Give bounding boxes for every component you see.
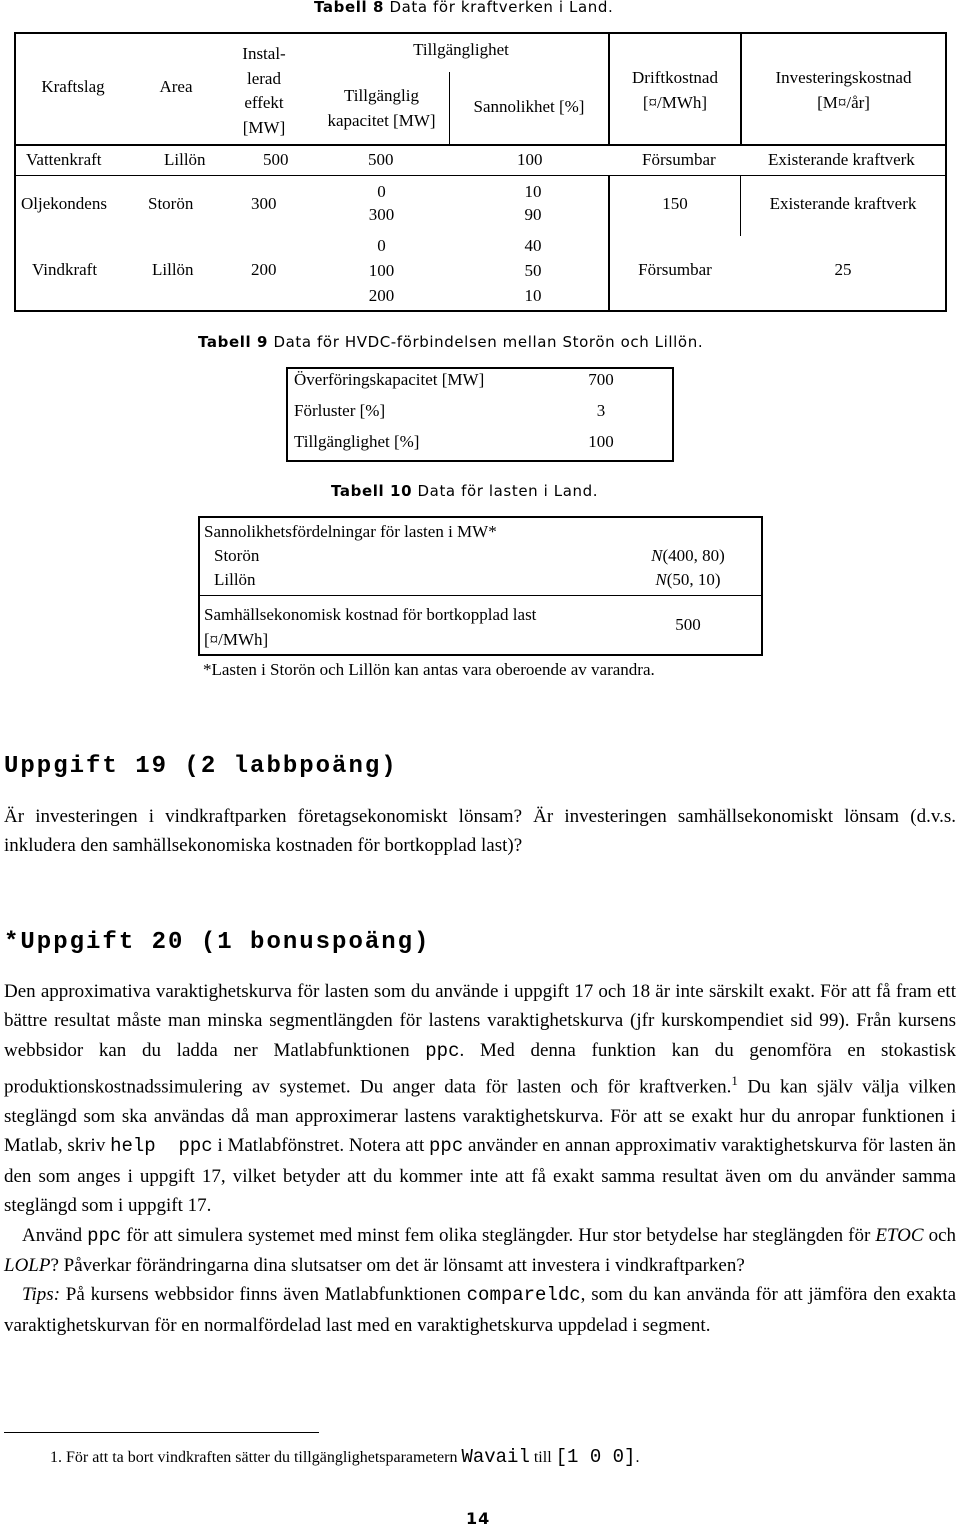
- table10-caption: Tabell 10 Data för lasten i Land.: [331, 482, 599, 500]
- table9-row: Överföringskapacitet [MW] 700: [294, 370, 614, 389]
- table8-row-oljekondens: Oljekondens Storön 300 0 300 10 90 150 Existerande kraftverk: [21, 182, 917, 224]
- header-investeringskostnad: Investeringskostnad [M¤/år]: [775, 68, 912, 112]
- table10-label-lillon: Lillön: [214, 570, 256, 589]
- table10-value-lillon: N(50, 10): [655, 570, 721, 589]
- table9-row: Tillgänglighet [%] 100: [294, 432, 614, 451]
- uppgift20-paragraph: Den approximativa varaktighetskurva för lasten som du använde i uppgift 17 och 18 är inte särskilt exakt. För att få fram ett bättre resultat måste man minska segmentlängden för lastens varaktighetskurva (jfr kurskompendiet sid 99). Från kursens webbsidor kan du ladda ner Matlabfunktionen ppc. Med denna funktion kan du genomföra en stokastisk produktionskostnadssimulering av systemet. Du anger data för lasten och för kraftverken.$^1$ Du kan själv välja vilken steglängd som ska användas då man approximerar lastens varaktighetskurva. För att se exakt hur du anropar funktionen i Matlab, skriv help ppc i Matlabfönstret. Notera att ppc använder en annan approximativ varaktighetskurva för lasten än den som anges i uppgift 17, vilket betyder att du kommer inte att få exakt samma resultat även om du använder samma steglängd som i uppgift 17.: [4, 981, 957, 1217]
- table10-cost-value: 500: [675, 615, 701, 634]
- table10-label-storon: Storön: [214, 546, 260, 565]
- uppgift19-heading: Uppgift 19 (2 labbpoäng): [4, 753, 398, 780]
- footnote-rule: [4, 1432, 319, 1433]
- header-kraftslag: Kraftslag: [41, 77, 105, 96]
- table10-dist-title: Sannolikhetsfördelningar för lasten i MW*: [204, 522, 497, 541]
- header-area: Area: [159, 77, 193, 96]
- table8-row-vindkraft: Vindkraft Lillön 200 0 100 200 40 50 10 Försumbar 25: [32, 236, 852, 305]
- header-tillganglig-kapacitet: Tillgänglig kapacitet [MW]: [327, 86, 436, 130]
- table9: [286, 367, 674, 462]
- uppgift20-heading: *Uppgift 20 (1 bonuspoäng): [4, 929, 431, 956]
- uppgift20-text: [4, 977, 956, 1340]
- header-installerad-effekt: Instal- lerad effekt [MW]: [242, 44, 286, 137]
- header-tillganglighet: Tillgänglighet: [413, 40, 509, 59]
- table8-caption: Tabell 8 Data för kraftverken i Land.: [314, 0, 614, 16]
- table10-note: *Lasten i Storön och Lillön kan antas vara oberoende av varandra.: [203, 660, 655, 679]
- table9-row: Förluster [%] 3: [294, 401, 606, 420]
- uppgift19-text: Är investeringen i vindkraftparken företagsekonomiskt lönsam? Är investeringen samhällsekonomiskt lönsam (d.v.s. inkludera den samhällsekonomiska kostnaden för bortkopplad last)?: [4, 806, 956, 857]
- table9-caption: Tabell 9 Data för HVDC-förbindelsen mellan Storön och Lillön.: [198, 333, 704, 351]
- uppgift20-paragraph: Använd ppc för att simulera systemet med minst fem olika steglängder. Hur stor betydelse har steglängden för ETOC och LOLP? Påverkar förändringarna dina slutsatser om det är lönsamt att investera i vindkraftparken?: [4, 1224, 957, 1276]
- uppgift20-paragraph: Tips: På kursens webbsidor finns även Matlabfunktionen compareldc, som du kan använda för att jämföra den exakta varaktighetskurvan för en normalfördelad last med en varaktighetskurva uppdelad i segment.: [4, 1284, 956, 1336]
- header-sannolikhet: Sannolikhet [%]: [473, 97, 585, 116]
- table10-value-storon: N(400, 80): [651, 546, 725, 565]
- table10: [198, 516, 763, 656]
- footnote: 1. För att ta bort vindkraften sätter du tillgänglighetsparametern Wavail till [1 0 0].: [50, 1446, 640, 1468]
- page-number: 14: [466, 1509, 491, 1528]
- header-driftkostnad: Driftkostnad [¤/MWh]: [632, 68, 718, 112]
- table8: Kraftslag Area Instal- lerad effekt [MW] Tillgänglighet Tillgänglig kapacitet [MW] Sannolikhet [%] Driftkostnad [¤/MWh] Investeringskostnad [M¤/år] Vattenkraft Lillön 500 500 100 Försumbar Existerande kraftverk Oljekondens Storön 300 0 300 10 90 150 Existerande kraftverk Vindkraft Lillön 200 0 100 200 40 50 10 Försumbar 25: [14, 32, 947, 312]
- table10-cost-label: Samhällsekonomisk kostnad för bortkopplad last [¤/MWh]: [204, 605, 537, 649]
